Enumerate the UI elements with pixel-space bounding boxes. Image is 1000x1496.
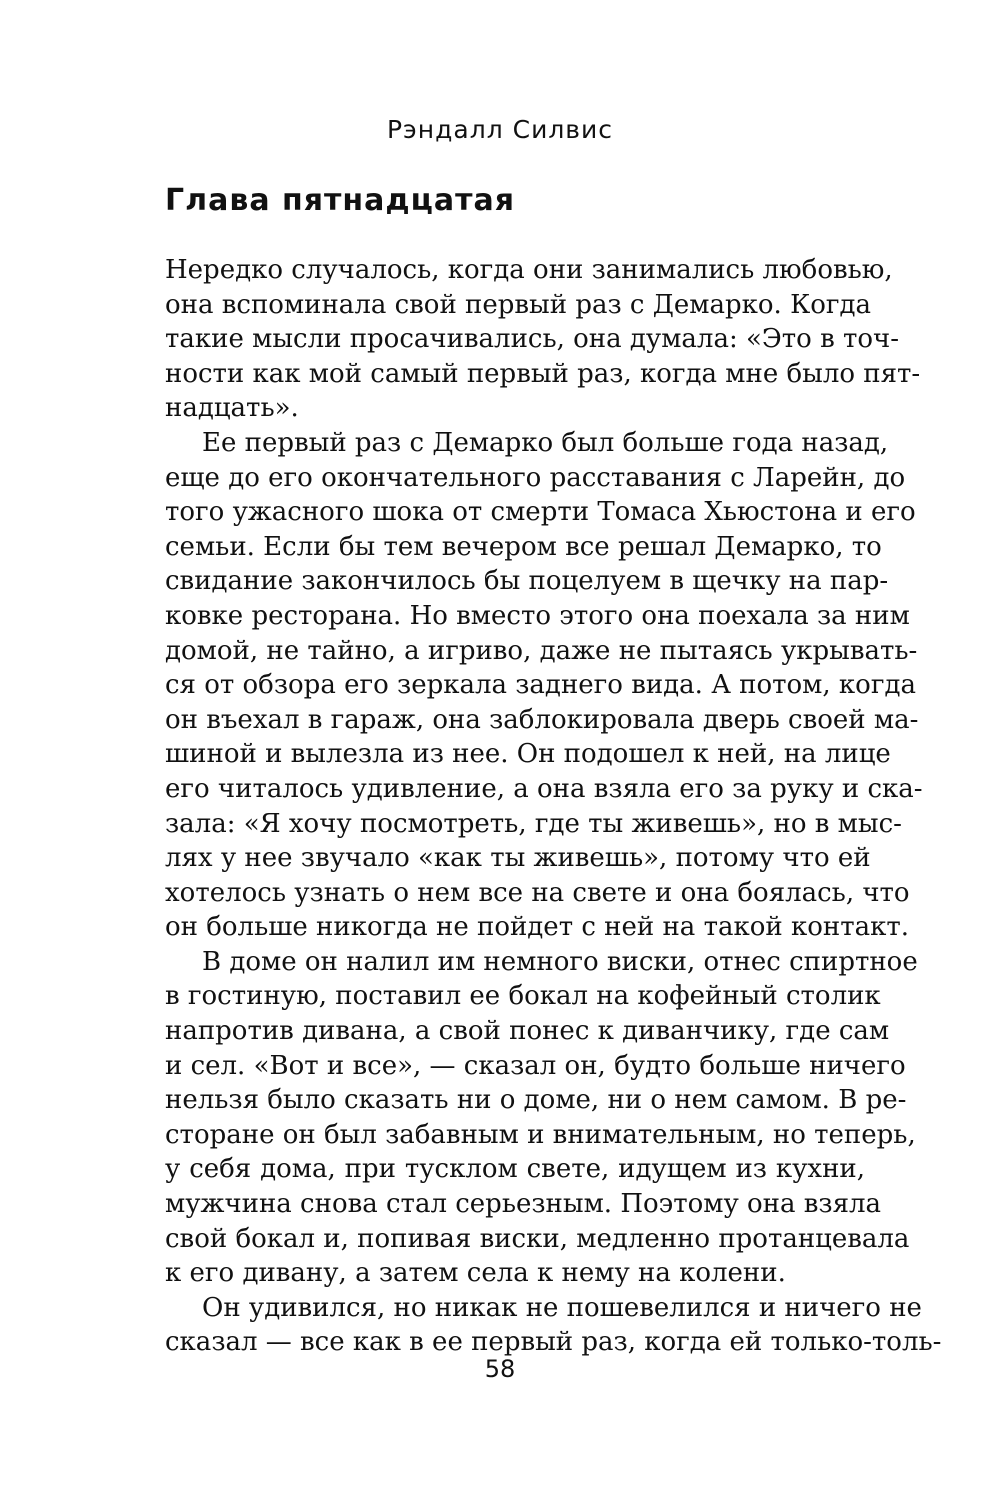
text-line: напротив дивана, а свой понес к диванчику, где сам: [165, 1016, 890, 1047]
text-line: сказал — все как в ее первый раз, когда ей только-толь-: [165, 1327, 942, 1358]
text-line: Ее первый раз с Демарко был больше года назад,: [202, 427, 889, 458]
text-line: ковке ресторана. Но вместо этого она поехала за ним: [165, 600, 910, 631]
text-line: Он удивился, но никак не пошевелился и ничего не: [202, 1292, 922, 1323]
text-line: она вспоминала свой первый раз с Демарко. Когда: [165, 289, 871, 320]
text-line: у себя дома, при тусклом свете, идущем из кухни,: [165, 1154, 865, 1185]
text-line: и сел. «Вот и все», — сказал он, будто больше ничего: [165, 1050, 906, 1081]
chapter-title: Глава пятнадцатая: [165, 183, 515, 218]
text-line: лях у нее звучало «как ты живешь», потому что ей: [165, 843, 871, 874]
page-number: 58: [484, 1355, 516, 1383]
text-line: того ужасного шока от смерти Томаса Хьюстона и его: [165, 497, 916, 528]
body-text: [165, 253, 942, 1360]
text-line: В доме он налил им немного виски, отнес спиртное: [202, 946, 918, 977]
text-line: Нередко случалось, когда они занимались любовью,: [165, 255, 893, 285]
text-line: его читалось удивление, а она взяла его за руку и ска-: [165, 773, 923, 804]
text-line: такие мысли просачивались, она думала: «Это в точ-: [165, 324, 899, 355]
text-line: к его дивану, а затем села к нему на колени.: [165, 1258, 786, 1289]
text-line: свой бокал и, попивая виски, медленно протанцевала: [165, 1223, 910, 1254]
text-line: зала: «Я хочу посмотреть, где ты живешь», но в мыс-: [165, 808, 902, 839]
text-line: он больше никогда не пойдет с ней на такой контакт.: [165, 912, 909, 943]
text-line: надцать».: [165, 393, 299, 424]
text-line: ся от обзора его зеркала заднего вида. А потом, когда: [165, 670, 916, 701]
text-line: в гостиную, поставил ее бокал на кофейный столик: [165, 981, 881, 1012]
running-header: Рэндалл Силвис: [386, 115, 614, 144]
text-line: хотелось узнать о нем все на свете и она боялась, что: [165, 877, 910, 908]
text-line: еще до его окончательного расставания с Ларейн, до: [165, 462, 906, 493]
text-line: свидание закончилось бы поцелуем в щечку на пар-: [165, 566, 889, 597]
text-line: семьи. Если бы тем вечером все решал Демарко, то: [165, 531, 882, 562]
text-line: ности как мой самый первый раз, когда мне было пят-: [165, 358, 921, 389]
text-line: сторане он был забавным и внимательным, но теперь,: [165, 1119, 916, 1150]
text-line: мужчина снова стал серьезным. Поэтому она взяла: [165, 1189, 882, 1220]
text-line: нельзя было сказать ни о доме, ни о нем самом. В ре-: [165, 1085, 907, 1116]
text-line: домой, не тайно, а игриво, даже не пытаясь укрывать-: [165, 635, 918, 666]
text-line: он въехал в гараж, она заблокировала дверь своей ма-: [165, 704, 919, 735]
text-line: шиной и вылезла из нее. Он подошел к ней, на лице: [165, 739, 891, 770]
